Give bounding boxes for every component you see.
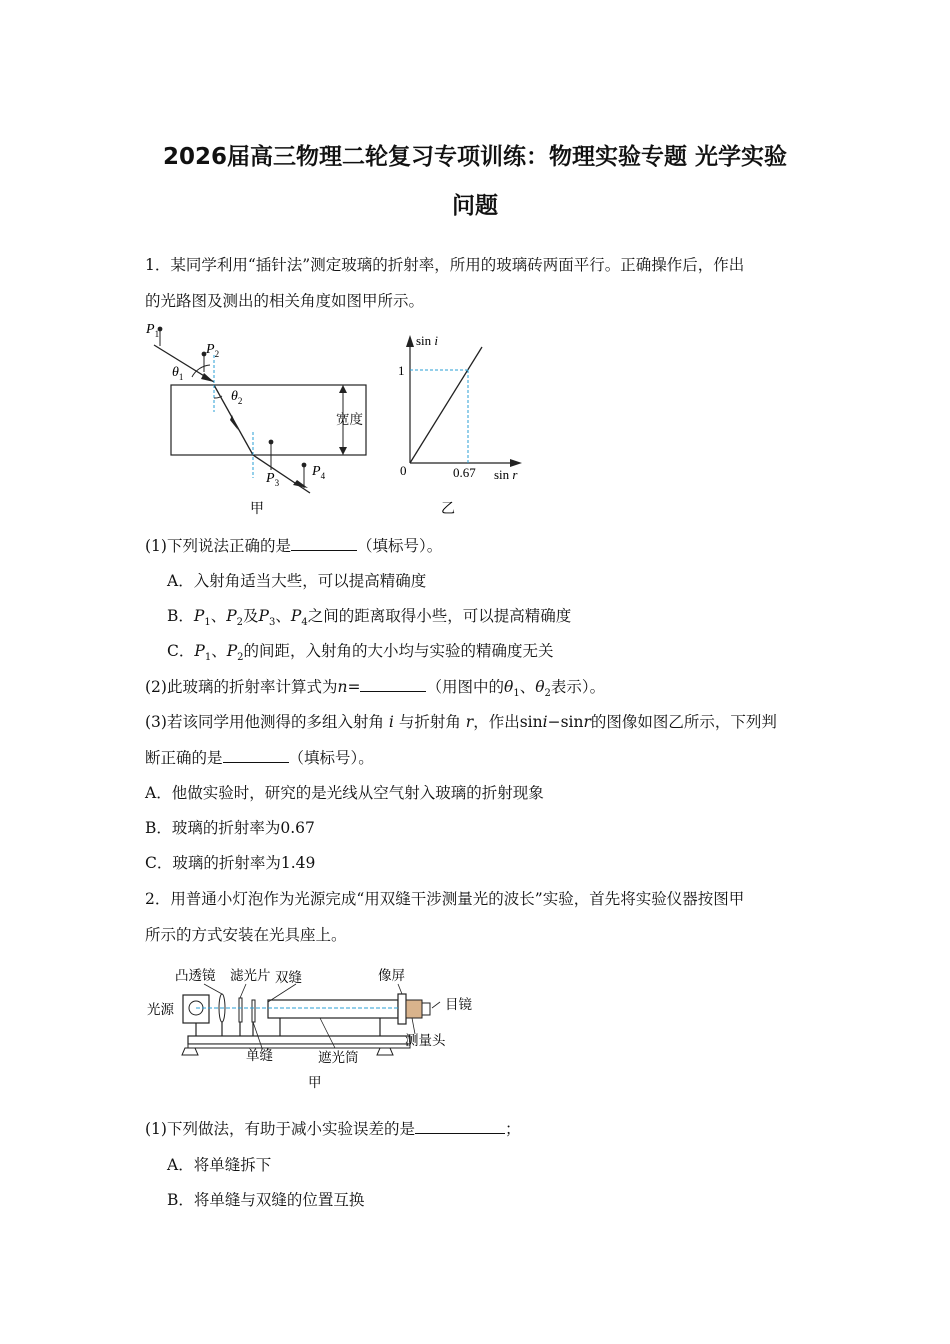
label-theta2: θ xyxy=(231,389,238,404)
pin-p3 xyxy=(269,440,274,445)
label-theta1-sub: 1 xyxy=(178,372,184,382)
q1-part3-option-c: C．玻璃的折射率为1.49 xyxy=(145,854,316,872)
svg-text:P1 xyxy=(145,322,159,339)
label-single-slit: 单缝 xyxy=(246,1048,273,1063)
q1-part3-line2-text: 断正确的是 xyxy=(145,749,223,767)
q1-stem-line2: 的光路图及测出的相关角度如图甲所示。 xyxy=(145,292,425,310)
q1-part1-option-c: C．$P_1$、$P_2$的间距，入射角的大小均与实验的精确度无关 xyxy=(167,642,554,664)
eyepiece xyxy=(422,1003,430,1015)
q1-part1-option-a: A．入射角适当大些，可以提高精确度 xyxy=(167,572,427,590)
label-eyepiece: 目镜 xyxy=(445,997,472,1012)
q1-part2-blank[interactable] xyxy=(360,677,426,692)
label-source: 光源 xyxy=(147,1002,174,1017)
pin-p4 xyxy=(302,463,307,468)
option-c-prefix: C． xyxy=(167,642,195,660)
fig-b-caption: 乙 xyxy=(441,502,455,517)
y-axis-label: sin xyxy=(416,333,435,348)
q2-part1-text: (1)下列做法，有助于减小实验误差的是 xyxy=(145,1120,415,1138)
q1-part3-text4: 的图像如图乙所示，下列判 xyxy=(590,713,777,731)
screen xyxy=(398,994,406,1024)
q2-stem-line1: 2．用普通小灯泡作为光源完成“用双缝干涉测量光的波长”实验，首先将实验仪器按图甲 xyxy=(145,890,745,908)
option-c-rest: 的间距，入射角的大小均与实验的精确度无关 xyxy=(243,642,554,660)
q2-part1-option-b: B．将单缝与双缝的位置互换 xyxy=(167,1191,365,1209)
svg-text:θ1 xyxy=(172,365,183,382)
svg-text:sin i xyxy=(416,333,438,348)
label-p3: P xyxy=(266,471,275,486)
option-b-rest: 之间的距离取得小些，可以提高精确度 xyxy=(307,607,572,625)
label-tube: 遮光筒 xyxy=(318,1050,359,1065)
y-axis-var: i xyxy=(434,333,439,348)
label-double-slit: 双缝 xyxy=(275,970,302,985)
q1-part3-option-a: A．他做实验时，研究的是光线从空气射入玻璃的折射现象 xyxy=(145,784,544,802)
width-label: 宽度 xyxy=(336,412,363,427)
q2-stem-line2: 所示的方式安装在光具座上。 xyxy=(145,926,347,944)
page-title-line1: 2026届高三物理二轮复习专项训练：物理实验专题 光学实验 xyxy=(162,144,788,170)
q1-part2: (2)此玻璃的折射率计算式为n= （用图中的$\theta_1$、$\theta_2$表示）。 xyxy=(145,678,606,700)
q2-part1 xyxy=(145,1117,520,1139)
q2-part1-blank[interactable] xyxy=(415,1119,505,1134)
tube xyxy=(268,1000,398,1018)
label-screen: 像屏 xyxy=(378,968,405,983)
emergent-ray xyxy=(253,455,310,493)
q1-figure-a xyxy=(140,320,380,520)
q1-part2-tail2: 表示）。 xyxy=(550,678,606,696)
single-slit xyxy=(252,1000,255,1022)
svg-text:P2 xyxy=(205,342,219,359)
q1-part3-tail: （填标号）。 xyxy=(288,749,374,767)
q2-fig-caption: 甲 xyxy=(308,1075,322,1090)
optical-bench xyxy=(188,1036,410,1044)
label-p2: P xyxy=(206,342,215,357)
q1-part3-text1: (3)若该同学用他测得的多组入射角 xyxy=(145,713,384,731)
label-p1-sub: 1 xyxy=(154,329,160,339)
measuring-head xyxy=(406,1000,422,1018)
q1-part2-text: (2)此玻璃的折射率计算式为 xyxy=(145,678,338,696)
label-p4-sub: 4 xyxy=(320,471,326,481)
label-p2-sub: 2 xyxy=(214,349,220,359)
svg-text:P4 xyxy=(311,464,326,481)
option-b-prefix: B． xyxy=(167,607,194,625)
q1-part1-blank[interactable] xyxy=(291,536,357,551)
svg-text:sin r xyxy=(494,467,518,482)
graph-line xyxy=(410,347,482,463)
x-tick-label: 0.67 xyxy=(453,465,476,480)
label-theta1: θ xyxy=(172,365,179,380)
fig-a-caption: 甲 xyxy=(250,502,264,517)
label-p1: P xyxy=(146,322,155,337)
q1-part2-n: n xyxy=(337,678,348,696)
q1-part3-line2 xyxy=(145,746,374,768)
q2-figure xyxy=(140,962,500,1097)
label-theta2-sub: 2 xyxy=(237,396,243,406)
q1-part3-blank[interactable] xyxy=(223,748,289,763)
x-axis-var: r xyxy=(512,467,518,482)
label-filter: 滤光片 xyxy=(230,968,271,983)
q1-part1 xyxy=(145,534,442,556)
q1-part1-option-b: B．$P_1$、$P_2$及$P_3$、$P_4$之间的距离取得小些，可以提高精确度 xyxy=(167,607,572,629)
q1-part2-eq: = xyxy=(347,678,361,696)
filter xyxy=(239,998,242,1022)
q2-part1-option-a: A．将单缝拆下 xyxy=(167,1156,272,1174)
svg-text:P3 xyxy=(265,471,280,488)
q1-part3-text2: 与折射角 xyxy=(398,713,461,731)
label-lens: 凸透镜 xyxy=(175,968,216,983)
q1-stem-line1: 1．某同学利用“插针法”测定玻璃的折射率，所用的玻璃砖两面平行。正确操作后，作出 xyxy=(145,256,745,274)
q1-part3-text3: ，作出 xyxy=(473,713,520,731)
origin-label: 0 xyxy=(400,463,407,478)
y-tick-label: 1 xyxy=(398,363,405,378)
q1-part3-line1: (3)若该同学用他测得的多组入射角 i 与折射角 r，作出sini−sinr的图像如图乙所示，下列判 xyxy=(145,713,777,731)
label-p3-sub: 3 xyxy=(274,478,280,488)
page-title-line2: 问题 xyxy=(452,193,498,219)
label-head: 测量头 xyxy=(405,1033,446,1048)
q1-part1-text: (1)下列说法正确的是 xyxy=(145,537,291,555)
q1-part3-option-b: B．玻璃的折射率为0.67 xyxy=(145,819,315,837)
q1-figure-b xyxy=(390,325,540,520)
q2-part1-tail: ； xyxy=(504,1120,521,1138)
x-axis-label: sin xyxy=(494,467,513,482)
q1-part2-tail: （用图中的 xyxy=(426,678,504,696)
q1-part1-tail: （填标号）。 xyxy=(356,537,443,555)
label-p4: P xyxy=(312,464,321,479)
svg-text:θ2 xyxy=(231,389,242,406)
